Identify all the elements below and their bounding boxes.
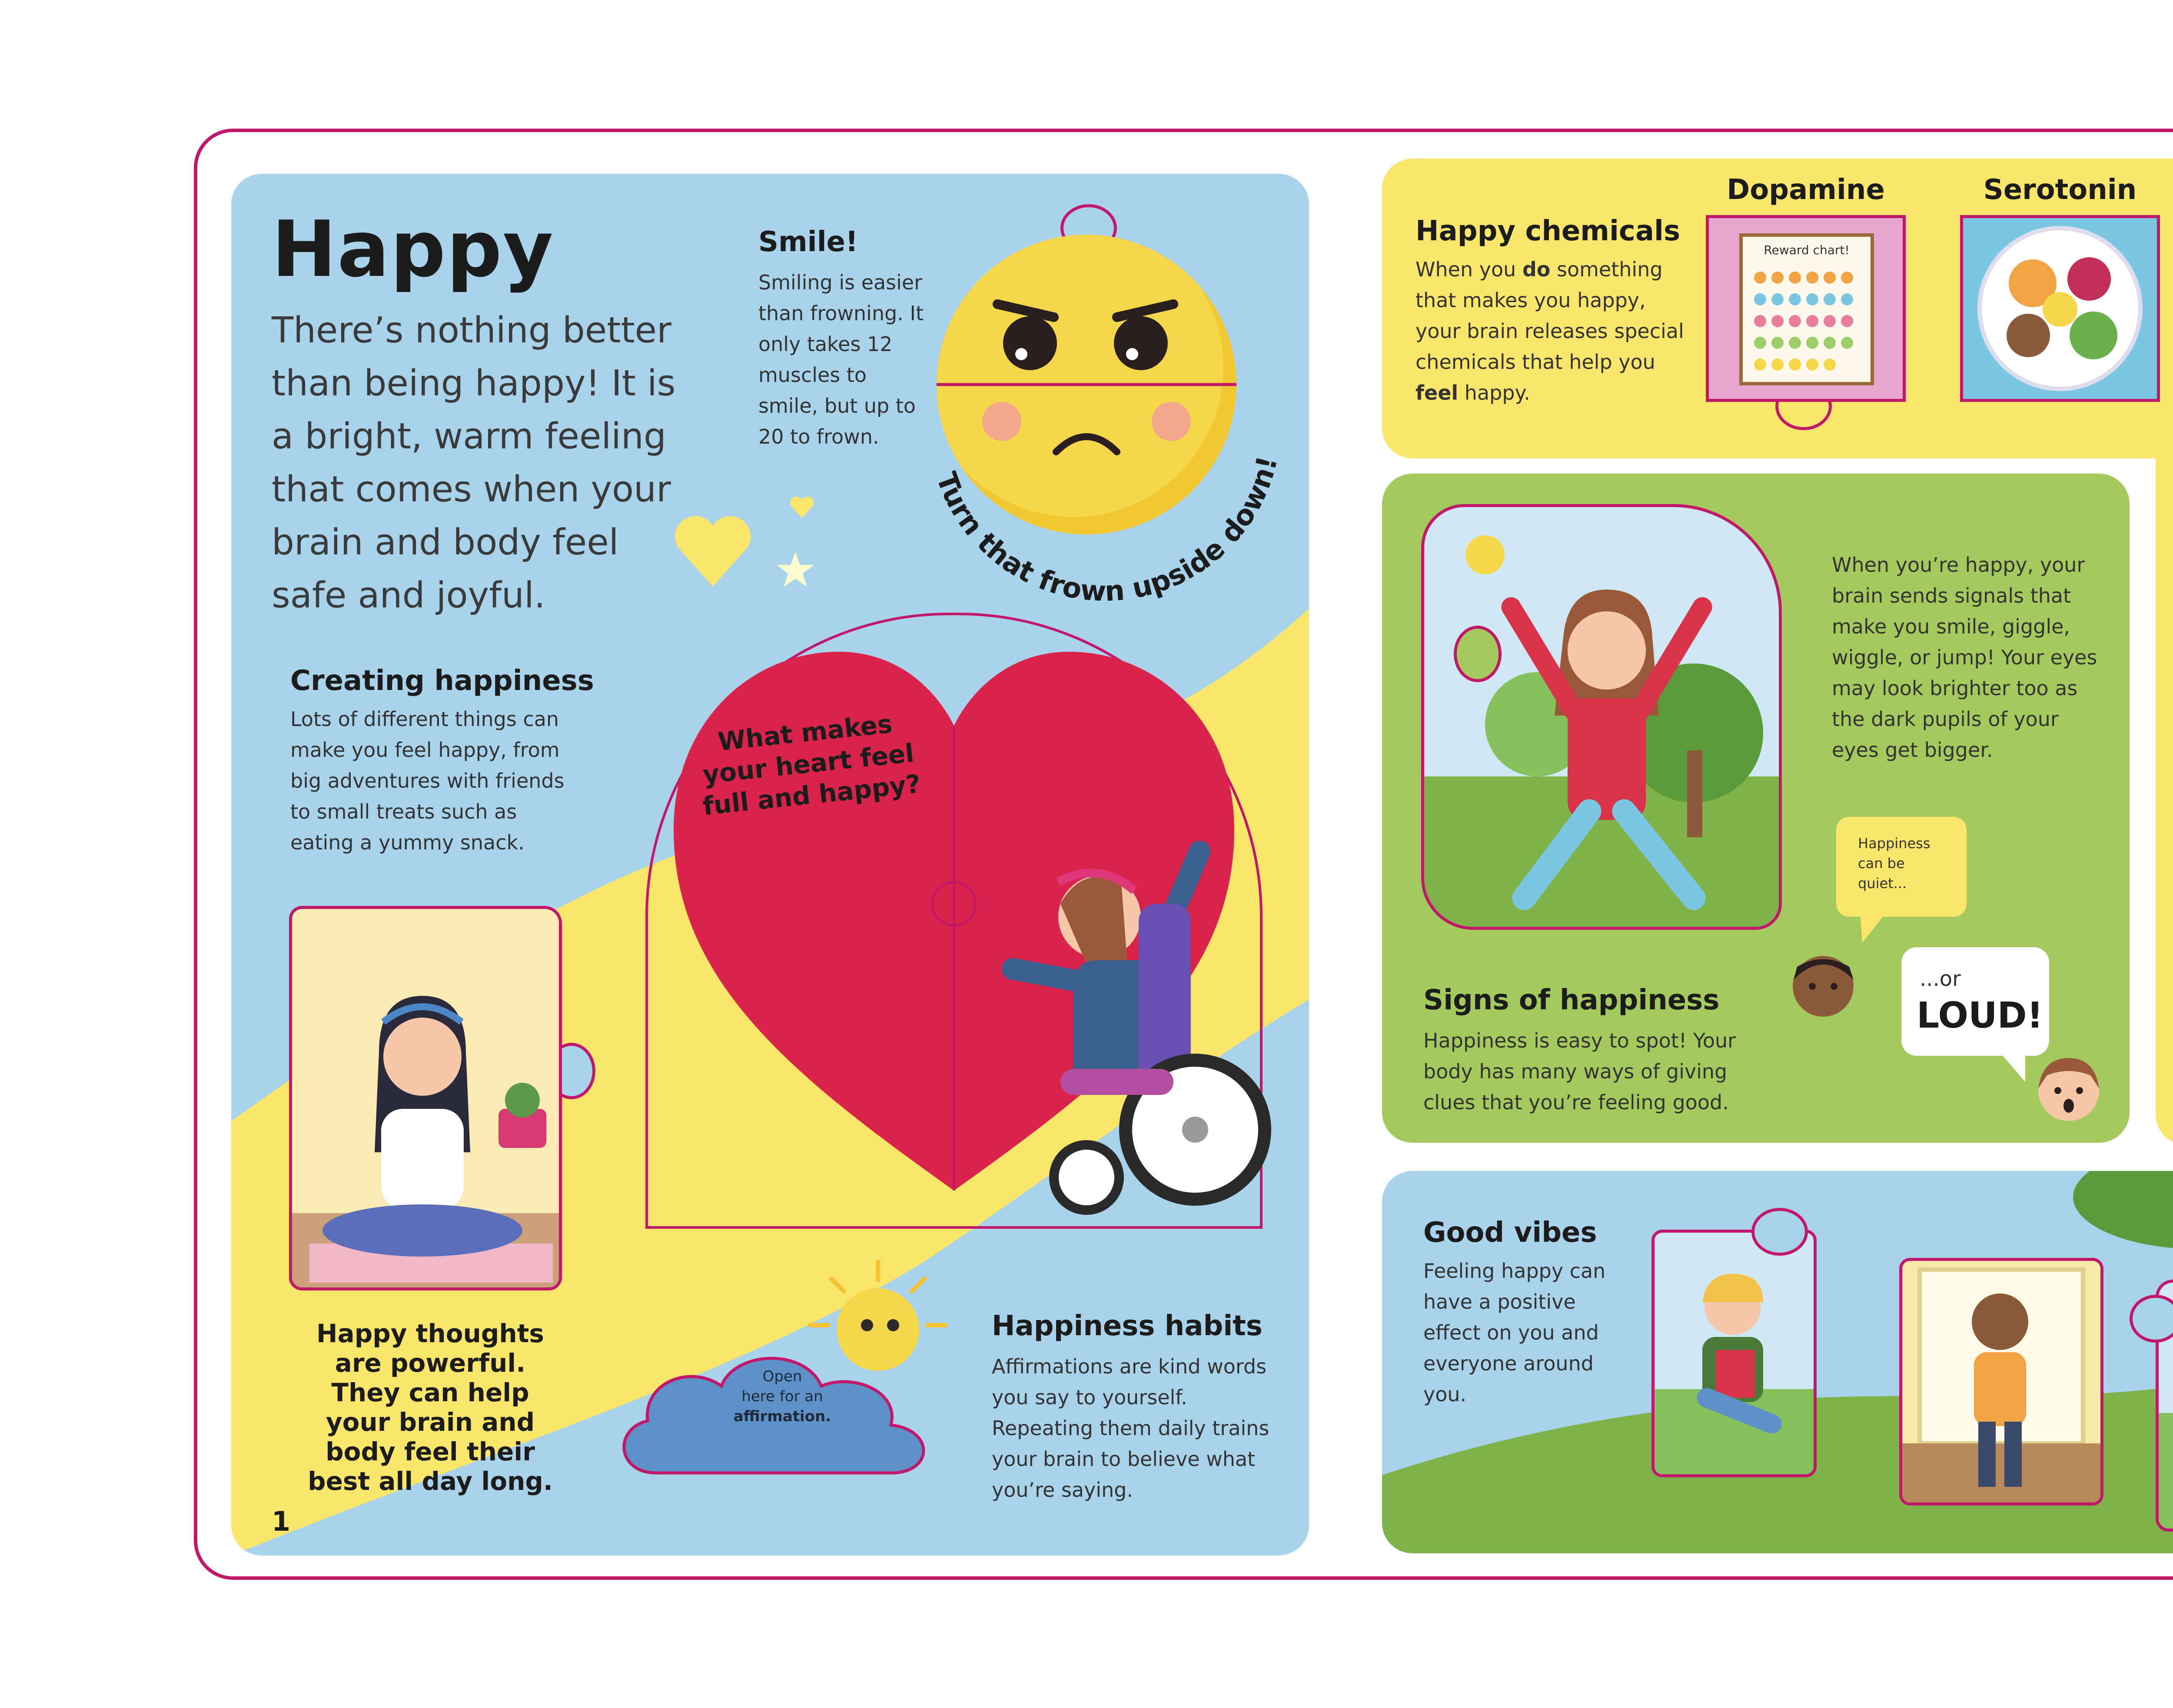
reward-chart-label: Reward chart! [1764,243,1850,257]
meditating-girl-illustration [289,906,562,1290]
cloud-flap-label [726,1366,839,1426]
creating-happiness-heading: Creating happiness [290,665,594,697]
serotonin-food-plate-image [1960,215,2160,402]
girl-face-icon [2030,1049,2108,1128]
cloud-flap-line3: affirmation. [733,1408,831,1425]
creating-happiness-text: Lots of different things can make you feel happy, from big adventures with friends to small treats such as eating a yummy snack. [290,707,565,854]
svg-text:Turn that frown upside down! [930,453,1284,608]
happy-thoughts-text: Happy thoughts are powerful. They can help your brain and body feel their best all day long. [308,1319,553,1496]
smile-heading: Smile! [758,226,858,258]
page-number-left: 1 [272,1506,291,1537]
star-decor-icon [776,550,815,589]
bubble-tail [1999,1051,2034,1086]
reading-boy-illustration [1651,1230,1817,1477]
reading-boy-flap-tab[interactable] [1751,1208,1808,1256]
jumping-girl-flap-tab[interactable] [1454,626,1502,682]
happiness-habits-heading: Happiness habits [992,1310,1263,1342]
serotonin-label: Serotonin [1983,174,2137,206]
dopamine-label: Dopamine [1727,174,1885,206]
signs-of-happiness-heading: Signs of happiness [1423,984,1720,1016]
frown-curved-text: Turn that frown upside down! [930,453,1284,608]
heart-question: What makes your heart feel full and happy? [701,709,922,821]
intro-text: There’s nothing better than being happy! It is a bright, warm feeling that comes when your brain and body feel safe and joyful. [272,310,676,616]
signs-of-happiness-text: Happiness is easy to spot! Your body has many ways of giving clues that you’re feeling good. [1423,1029,1736,1114]
or-bubble-text: ...or [1920,967,1961,991]
loud-speech-bubble [1901,947,2049,1056]
loud-bubble-text: LOUD! [1917,995,2043,1036]
good-vibes-text: Feeling happy can have a positive effect on you and everyone around you. [1423,1259,1606,1406]
quiet-bubble-text: Happiness can be quiet... [1858,835,1930,892]
page-title: Happy [272,204,554,294]
heart-decor-icon [669,513,756,591]
bubble-tail [1856,912,1891,947]
standing-boy-illustration [1899,1258,2103,1506]
brain-signals-text: When you’re happy, your brain sends signals that make you smile, giggle, wiggle, or jump! Your eyes may look brighter too as the dark pupils of your eyes get bigger. [1832,553,2097,762]
smile-text: Smiling is easier than frowning. It only takes 12 muscles to smile, but up to 20 to frown. [758,271,924,448]
cloud-flap-line2: here for an [741,1388,823,1405]
jumping-girl-illustration [1421,504,1782,930]
quiet-speech-bubble [1836,817,1967,917]
girl-in-wheelchair-illustration [995,817,1291,1234]
curved-caption [847,217,1326,608]
happiness-habits-text: Affirmations are kind words you say to yourself. Repeating them daily trains your brain to believe what you’re saying. [992,1355,1269,1502]
dopamine-reward-chart-image [1706,215,1906,402]
happy-chemicals-text: When you do something that makes you happy, your brain releases special chemicals that help you feel happy. [1415,258,1684,405]
happy-chemicals-heading: Happy chemicals [1415,215,1681,247]
boy-face-icon [1784,945,1862,1023]
cloud-flap-line1: Open [762,1368,802,1385]
heart-decor-icon [789,495,815,519]
good-vibes-heading: Good vibes [1423,1217,1597,1249]
